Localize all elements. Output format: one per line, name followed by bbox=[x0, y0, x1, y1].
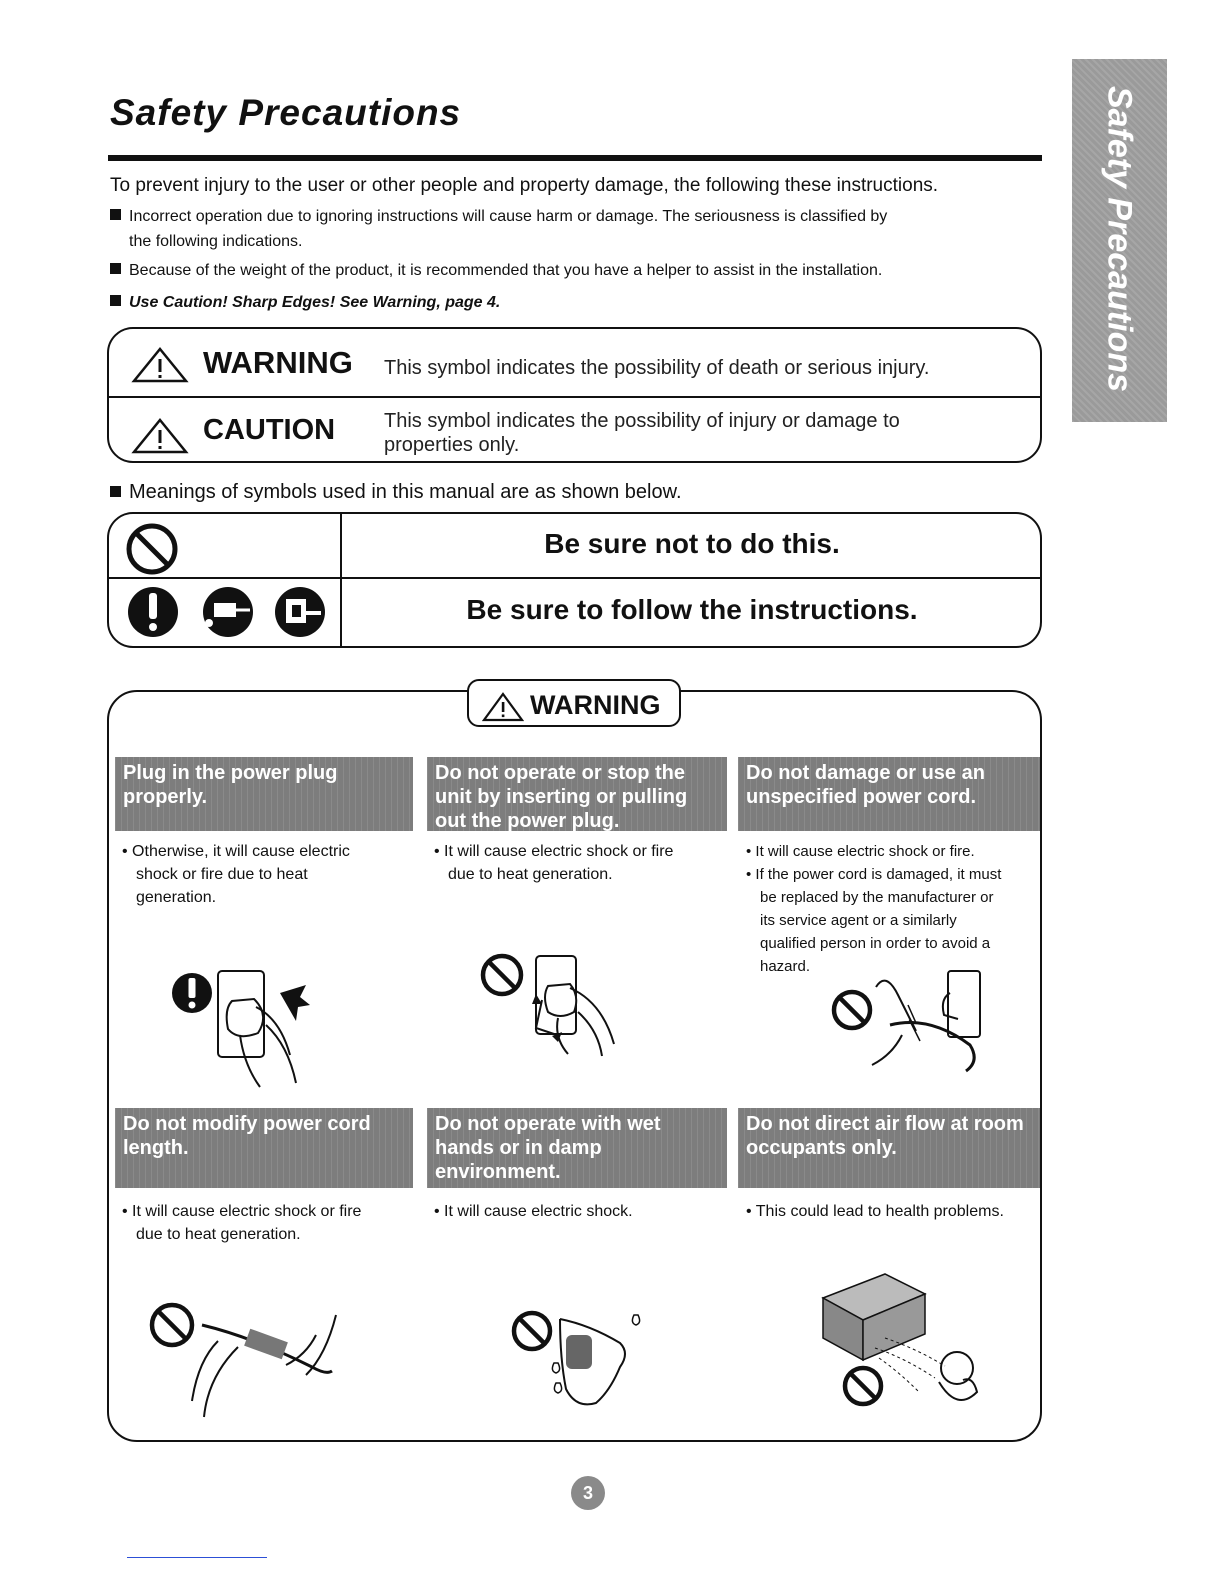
item-heading-power-plug: Do not operate or stop the unit by inserting or pulling out the power plug. bbox=[427, 757, 727, 831]
caution-label: CAUTION bbox=[203, 414, 336, 446]
bullet-3: Use Caution! Sharp Edges! See Warning, page 4. bbox=[110, 290, 1045, 315]
intro-text: To prevent injury to the user or other people and property damage, the following these instructions. bbox=[110, 175, 939, 196]
bullet-square-icon bbox=[110, 263, 121, 274]
item-heading-cord-length: Do not modify power cord length. bbox=[115, 1108, 413, 1188]
page-number: 3 bbox=[571, 1476, 605, 1510]
air-flow-illustration bbox=[815, 1268, 995, 1413]
mandatory-icons bbox=[124, 583, 334, 641]
item-desc-air-flow: • This could lead to health problems. bbox=[746, 1203, 1004, 1220]
item-heading-power-cord: Do not damage or use an unspecified power cord. bbox=[738, 757, 1040, 831]
item-heading-plug-in: Plug in the power plug properly. bbox=[115, 757, 413, 831]
title-rule bbox=[108, 155, 1042, 161]
prohibit-text: Be sure not to do this. bbox=[544, 528, 840, 559]
bullet-2: Because of the weight of the product, it is recommended that you have a helper to assist in the installation. bbox=[110, 258, 1045, 283]
item-desc-power-cord: • It will cause electric shock or fire. • If the power cord is damaged, it must be replaced by the manufacturer or its service agent or a similarly qualified person in order to avoid a hazard. bbox=[746, 843, 1002, 975]
warning-triangle-icon bbox=[130, 346, 190, 384]
levels-divider bbox=[107, 396, 1042, 398]
cord-length-illustration bbox=[146, 1295, 346, 1420]
item-desc-wet-hands: • It will cause electric shock. bbox=[434, 1203, 633, 1220]
symbols-hline bbox=[107, 577, 1042, 579]
follow-text: Be sure to follow the instructions. bbox=[466, 594, 918, 625]
warning-text: This symbol indicates the possibility of death or serious injury. bbox=[384, 357, 930, 379]
caution-text: This symbol indicates the possibility of injury or damage to properties only. bbox=[384, 410, 900, 456]
bullet-1-cont: the following indications. bbox=[129, 233, 303, 250]
caution-triangle-icon bbox=[130, 417, 190, 455]
bullet-square-icon bbox=[110, 486, 121, 497]
page-title: Safety Precautions bbox=[110, 92, 462, 133]
meanings-text: Meanings of symbols used in this manual are as shown below. bbox=[110, 481, 682, 504]
bottom-rule bbox=[127, 1557, 267, 1558]
item-desc-power-plug: • It will cause electric shock or fire due to heat generation. bbox=[434, 843, 674, 883]
warning-label: WARNING bbox=[203, 345, 353, 380]
wet-hands-illustration bbox=[510, 1305, 660, 1425]
power-cord-illustration bbox=[830, 965, 990, 1080]
power-plug-illustration bbox=[478, 950, 658, 1060]
side-tab-label: Safety Precautions bbox=[1100, 85, 1139, 393]
prohibition-icon bbox=[124, 521, 180, 577]
item-heading-wet-hands: Do not operate with wet hands or in damp environment. bbox=[427, 1108, 727, 1188]
item-desc-cord-length: • It will cause electric shock or fire due to heat generation. bbox=[122, 1203, 362, 1243]
warning-section-label: WARNING bbox=[530, 690, 661, 720]
plug-in-illustration bbox=[170, 965, 330, 1090]
item-heading-air-flow: Do not direct air flow at room occupants only. bbox=[738, 1108, 1040, 1188]
bullet-1: Incorrect operation due to ignoring instructions will cause harm or damage. The seriousness is classified by bbox=[110, 204, 1045, 229]
bullet-square-icon bbox=[110, 295, 121, 306]
warning-triangle-icon bbox=[482, 692, 524, 722]
bullet-square-icon bbox=[110, 209, 121, 220]
item-desc-plug-in: • Otherwise, it will cause electric shock or fire due to heat generation. bbox=[122, 843, 350, 906]
